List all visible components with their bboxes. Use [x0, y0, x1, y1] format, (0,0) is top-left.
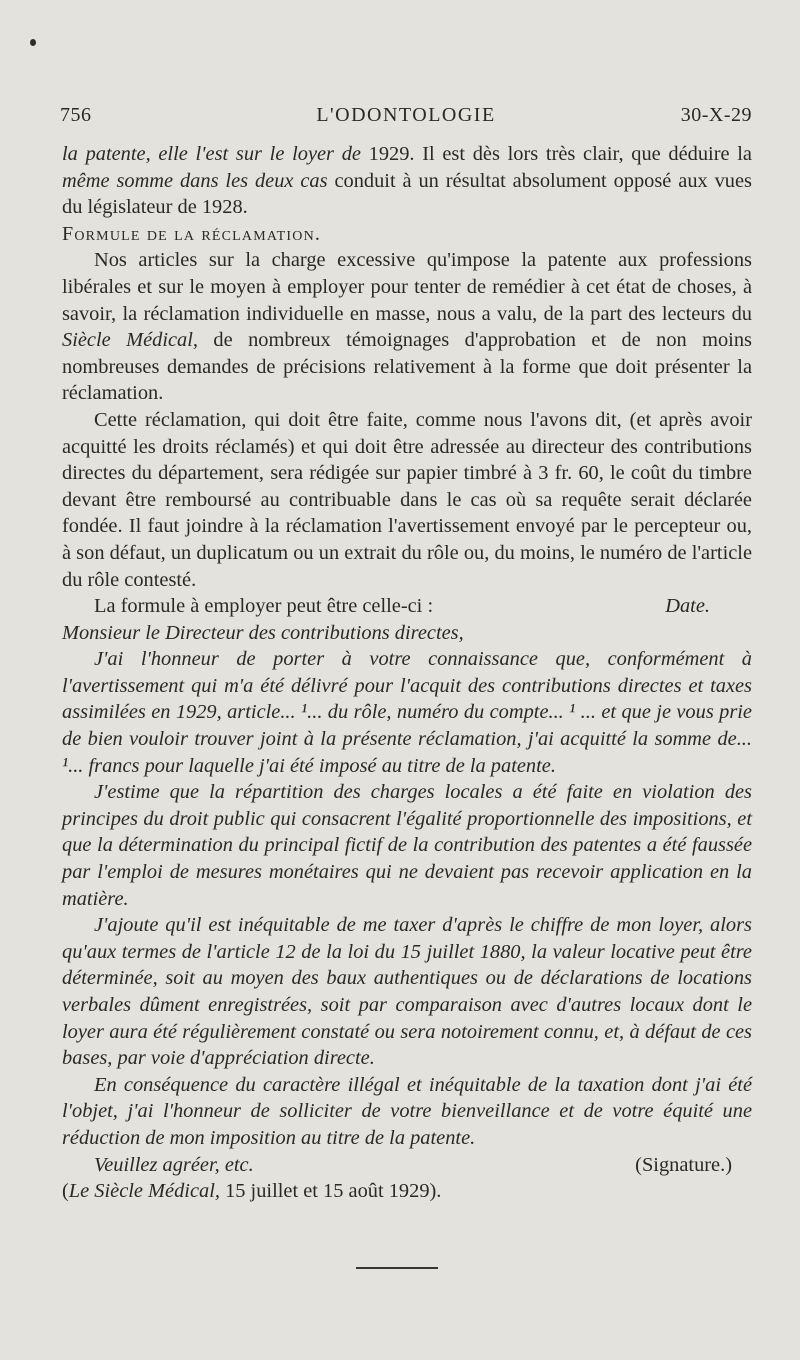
letter-paragraph: J'ai l'honneur de porter à votre connaissance que, conformément à l'avertissement qui m'a été délivré pour l'acquit des contributions directes et taxes assimilées en 1929, article... ¹... du rôle, numéro du compte... ¹ ... et que je vous prie de bien vouloir trouver joint à la présente réclamation, j'ai acquitté la somme de... ¹... francs pour laquelle j'ai été imposé au titre de la patente.	[62, 648, 752, 777]
formula-intro-line: La formule à employer peut être celle-ci : Date.	[62, 593, 752, 620]
paragraph-articles: Nos articles sur la charge excessive qu'impose la patente aux professions libérales et sur le moyen à employer pour tenter de remédier à cet état de choses, à savoir, la réclamation individuelle en masse, nous a valu, de la part des lecteurs du Siècle Médical, de nombreux témoignages d'approbation et de non moins nombreuses demandes de précisions relativement à la forme que doit présenter la réclamation.	[62, 249, 752, 405]
intro-paragraph: la patente, elle l'est sur le loyer de 1929. Il est dès lors très clair, que déduire la même somme dans les deux cas conduit à un résultat absolument opposé aux vues du législateur de 1928.	[62, 143, 752, 219]
date-placeholder: Date.	[665, 595, 710, 618]
paragraph-reclamation: Cette réclamation, qui doit être faite, comme nous l'avons dit, (et après avoir acquitté les droits réclamés) et qui doit être adressée au directeur des contributions directes du département, sera rédigée sur papier timbré à 3 fr. 60, le coût du timbre devant être remboursé au contribuable dans le cas où sa requête serait déclarée fondée. Il faut joindre à la réclamation l'avertissement envoyé par le percepteur ou, à son défaut, un duplicatum ou un extrait du rôle ou, du moins, le numéro de l'article du rôle contesté.	[62, 408, 752, 591]
letter-paragraph: J'ajoute qu'il est inéquitable de me taxer d'après le chiffre de mon loyer, alors qu'aux termes de l'article 12 de la loi du 15 juillet 1880, la valeur locative peut être déterminée, soit au moyen des baux authentiques ou de déclarations de locations verbales dûment enregistrées, soit par comparaison avec d'autres locaux dont le loyer aura été régulièrement constaté ou sera notoirement connu, et, à défaut de ces bases, par voie d'appréciation directe.	[62, 914, 752, 1070]
ink-dot	[30, 39, 36, 46]
issue-date: 30-X-29	[680, 104, 752, 126]
section-heading: Formule de la réclamation.	[62, 222, 322, 245]
article-body	[62, 141, 752, 1205]
letter-paragraph: En conséquence du caractère illégal et inéquitable de la taxation dont j'ai été l'objet, j'ai l'honneur de solliciter de votre bienveillance et de votre équité une réduction de mon imposition au titre de la patente.	[62, 1073, 752, 1149]
letter-salutation: Monsieur le Directeur des contributions directes,	[62, 621, 464, 644]
letter-body	[62, 646, 752, 1151]
end-rule	[356, 1267, 438, 1269]
source-citation: (Le Siècle Médical, 15 juillet et 15 août 1929).	[62, 1180, 442, 1203]
letter-closing: Veuillez agréer, etc. (Signature.)	[62, 1152, 752, 1179]
signature-placeholder: (Signature.)	[635, 1153, 732, 1176]
page-number: 756	[60, 104, 92, 126]
journal-title: L'ODONTOLOGIE	[316, 104, 496, 126]
letter-paragraph: J'estime que la répartition des charges locales a été faite en violation des principes du droit public qui consacrent l'égalité proportionnelle des impositions, et que la détermination du principal fictif de la contribution des patentes a été faussée par l'emploi de mesures monétaires qui ne devaient pas recevoir application en la matière.	[62, 781, 752, 910]
running-header	[60, 104, 752, 130]
